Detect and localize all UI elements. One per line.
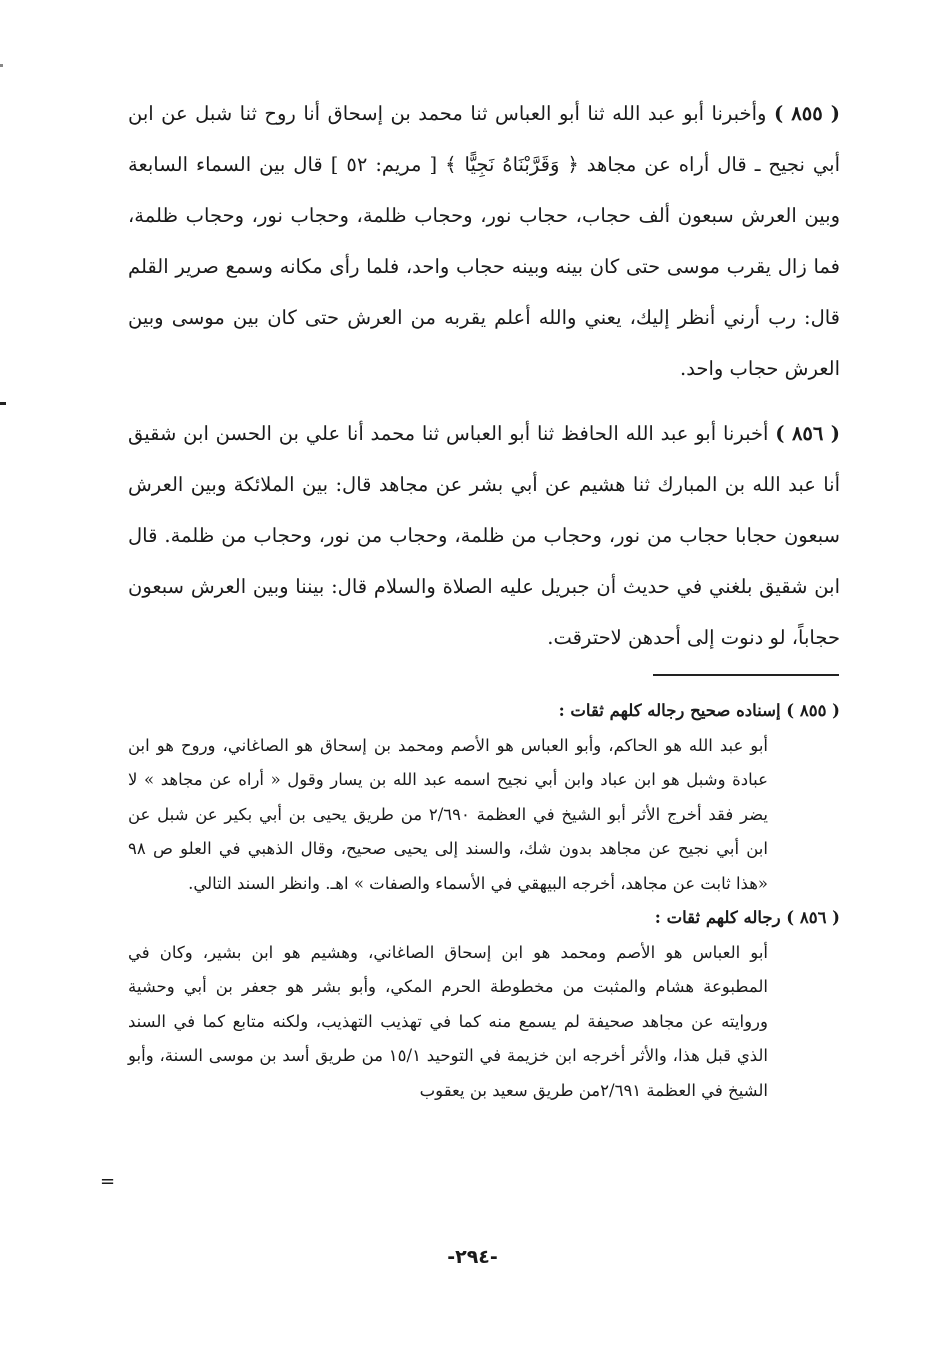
paragraph-number: ( ٨٥٦ ) (775, 422, 840, 445)
footnote-body-856: أبو العباس هو الأصم ومحمد هو ابن إسحاق الصاغاني، وهشيم هو ابن بشير، وكان في المطبوعة هشام والمثبت من مخطوطة الحرم المكي، وأبو بشر هو جعفر بن أبي وحشية وروايته عن مجاهد صحيفة لم يسمع منه كما في تهذيب التهذيب، ولكنه متابع كما في السند الذي قبل هذا، والأثر أخرجه ابن خزيمة في التوحيد ١٥/١ من طريق أسد بن موسى السنة، وأبو الشيخ في العظمة ٢/٦٩١من طريق سعيد بن يعقوب (128, 942, 769, 1100)
footnote-body-855: أبو عبد الله هو الحاكم، وأبو العباس هو الأصم ومحمد بن إسحاق هو الصاغاني، وروح هو ابن عبادة وشبل هو ابن عباد وابن أبي نجيح اسمه عبد الله بن يسار وقول « أراه عن مجاهد » لا يضر فقد أخرج الأثر أبو الشيخ في العظمة ٢/٦٩٠ من طريق يحيى بن أبي بكير عن شبل عن ابن أبي نجيح عن مجاهد بدون شك، والسند إلى يحيى صحيح، وقال الذهبي في العلو ص ٩٨ «هذا ثابت عن مجاهد، أخرجه البيهقي في الأسماء والصفات » اهـ. وانظر السند التالي. (128, 735, 768, 893)
scan-margin-mark (0, 402, 6, 405)
paragraph-text: وأخبرنا أبو عبد الله ثنا أبو العباس ثنا محمد بن إسحاق أنا روح ثنا شبل عن ابن أبي نجيح ـ قال أراه عن مجاهد ﴿ وَقَرَّبْنَاهُ نَجِيًّا ﴾ [ مريم: ٥٢ ] قال بين السماء السابعة وبين العرش سبعون ألف حجاب، حجاب نور، وحجاب ظلمة، وحجاب نور، وحجاب ظلمة، فما زال يقرب موسى حتى كان بينه وبينه حجاب واحد، فلما رأى مكانه وسمع صرير القلم قال: رب أرني أنظر إليك، يعني والله أعلم يقربه من العرش حتى كان بين موسى وبين العرش حجاب واحد. (128, 102, 841, 380)
scan-speck (0, 64, 3, 67)
continuation-mark: = (100, 1171, 116, 1192)
footnote-heading-856: ( ٨٥٦ ) رجاله كلهم ثقات : (654, 908, 840, 927)
paragraph-855 (128, 88, 840, 394)
paragraph-text: أخبرنا أبو عبد الله الحافظ ثنا أبو العباس ثنا محمد أنا علي بن الحسن ابن شقيق أنا عبد الله بن المبارك ثنا هشيم عن أبي بشر عن مجاهد قال: بين الملائكة وبين العرش سبعون حجابا حجاب من نور، وحجاب من ظلمة، وحجاب من نور، وحجاب من ظلمة. قال ابن شقيق بلغني في حديث أن جبريل عليه الصلاة والسلام قال: بيننا وبين العرش سبعون حجاباً، لو دنوت إلى أحدهن لاحترقت. (128, 422, 840, 649)
page-number: -٢٩٤- (447, 1246, 498, 1268)
footnote-heading-855: ( ٨٥٥ ) إسناده صحيح رجاله كلهم ثقات : (558, 701, 840, 720)
footnote-separator (653, 674, 839, 676)
paragraph-number: ( ٨٥٥ ) (773, 102, 841, 125)
paragraph-856 (128, 408, 840, 663)
footnotes (128, 694, 840, 1108)
main-text (128, 88, 840, 677)
